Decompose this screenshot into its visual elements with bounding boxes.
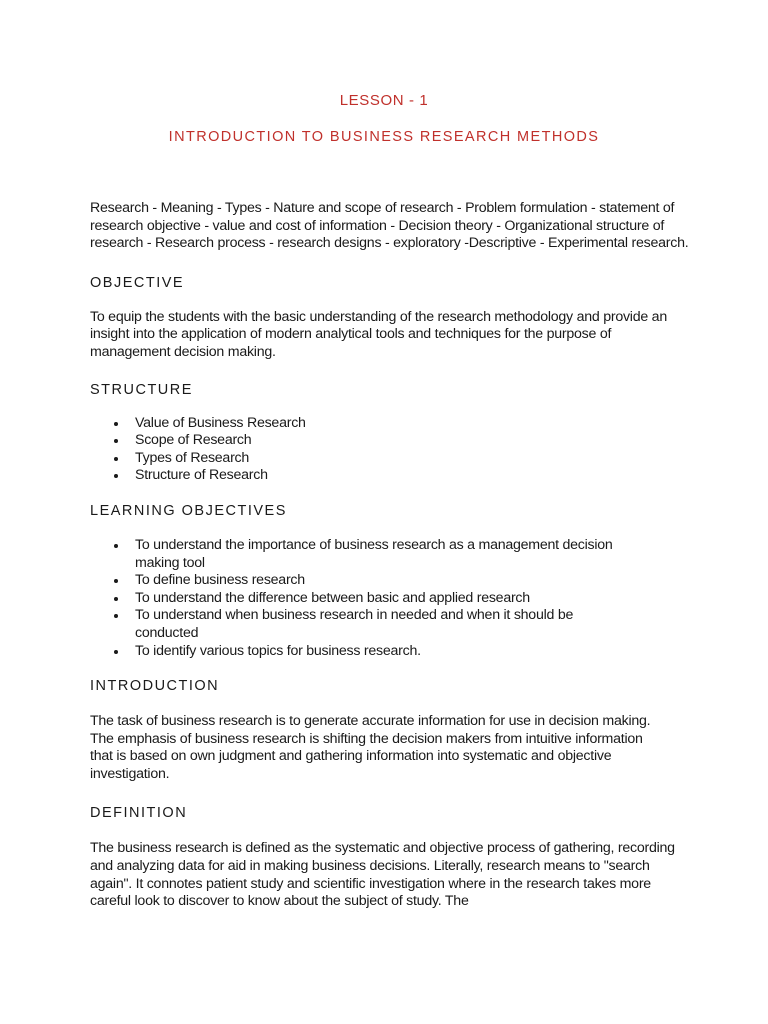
list-item-text: To define business research [135,572,305,589]
definition-paragraph: The business research is defined as the systematic and objective process of gathering, recording and analyzing data for aid in making business decisions. Literally, research means to "search again". It connotes patient study and scientific investigation where in the research takes more careful look to discover to know about the subject of study. The [90,840,675,910]
list-item-text: To identify various topics for business research. [135,642,421,659]
introduction-paragraph: The task of business research is to generate accurate information for use in decision making. The emphasis of business research is shifting the decision makers from intuitive information that is based on own judgment and gathering information into systematic and objective investigation. [90,713,651,782]
document-body [90,200,690,911]
list-item [90,572,690,590]
list-item-text: Types of Research [135,449,250,466]
list-item-text: Scope of Research [135,432,252,449]
list-item-text: To understand when business research in needed and when it should be conducted [135,607,574,641]
bullet-icon [114,474,118,478]
bullet-icon [114,579,118,583]
list-item-text: Value of Business Research [135,414,306,431]
list-item-text: To understand the difference between basic and applied research [135,589,530,606]
definition-heading: DEFINITION [90,805,188,822]
objective-heading: OBJECTIVE [90,274,185,291]
bullet-icon [114,439,118,443]
list-item [90,415,690,433]
bullet-icon [114,544,118,548]
list-item [90,643,690,661]
list-item [90,590,690,608]
list-item [90,432,690,450]
bullet-icon [114,650,118,654]
list-item [90,450,690,468]
lesson-title: INTRODUCTION TO BUSINESS RESEARCH METHODS [168,129,600,145]
list-item-text: Structure of Research [135,467,268,484]
structure-heading: STRUCTURE [90,381,193,398]
bullet-icon [114,614,118,618]
list-item [90,607,690,642]
introduction-heading: INTRODUCTION [90,678,220,695]
objective-paragraph: To equip the students with the basic understanding of the research methodology and provide an insight into the application of modern analytical tools and techniques for the purpose of management decision making. [90,308,667,360]
bullet-icon [114,597,118,601]
list-item [90,537,690,572]
learning-objectives-heading: LEARNING OBJECTIVES [90,502,287,519]
bullet-icon [114,422,118,426]
learning-objectives-list [90,537,690,660]
structure-list [90,415,690,485]
bullet-icon [114,457,118,461]
list-item [90,467,690,485]
list-item-text: To understand the importance of business research as a management decision making tool [135,536,613,571]
lesson-number: LESSON - 1 [339,92,429,109]
topics-paragraph: Research - Meaning - Types - Nature and scope of research - Problem formulation - statement of research objective - value and cost of information - Decision theory - Organizational structure of research - Research process - research designs - exploratory -Descriptive - Experimental research. [90,200,689,252]
